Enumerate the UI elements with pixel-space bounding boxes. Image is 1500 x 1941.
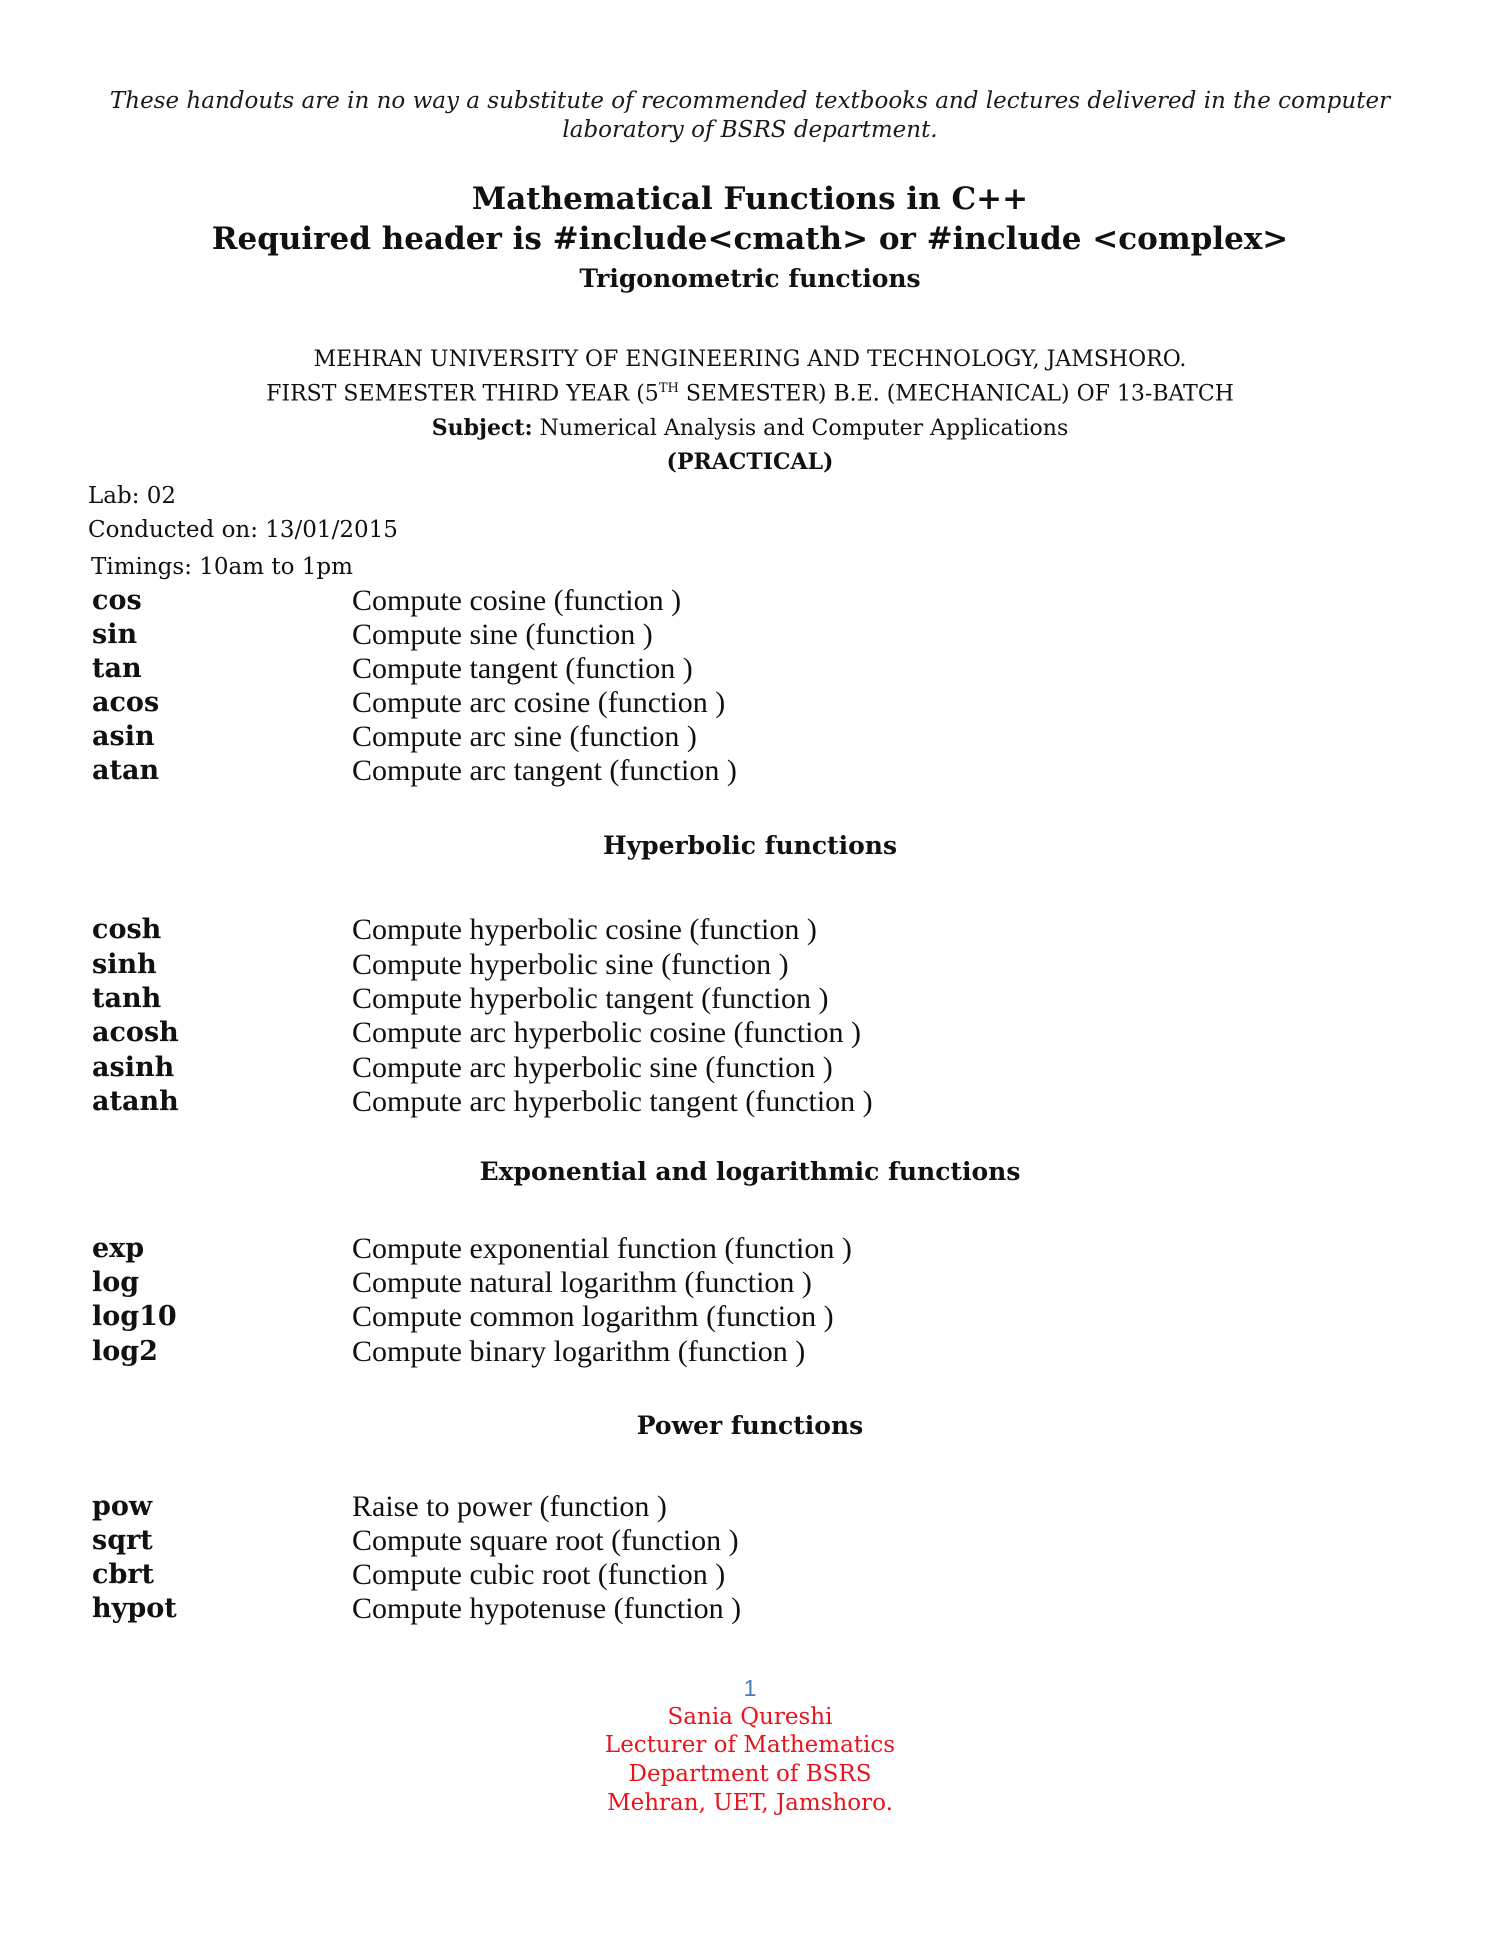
- author-department: Department of BSRS: [628, 1761, 872, 1787]
- function-description: Compute arc hyperbolic sine (function ): [352, 1051, 833, 1084]
- function-name: tan: [92, 653, 142, 684]
- function-description: Compute common logarithm (function ): [352, 1300, 834, 1333]
- function-name: sqrt: [92, 1525, 153, 1556]
- semester-text: FIRST SEMESTER THIRD YEAR (5: [266, 381, 659, 407]
- lab-number: Lab: 02: [88, 483, 177, 509]
- function-name: cosh: [92, 914, 162, 945]
- section-heading-hyperbolic: Hyperbolic functions: [602, 831, 898, 860]
- author-name: Sania Qureshi: [667, 1704, 833, 1730]
- function-description: Compute hypotenuse (function ): [352, 1592, 742, 1625]
- semester-line: [0, 381, 1500, 406]
- function-name: asinh: [92, 1052, 175, 1083]
- subject-label: Subject:: [431, 415, 533, 441]
- function-description: Raise to power (function ): [352, 1490, 667, 1523]
- function-description: Compute cubic root (function ): [352, 1558, 726, 1591]
- function-name: sinh: [92, 949, 157, 980]
- function-description: Compute arc tangent (function ): [352, 754, 737, 787]
- function-name: acosh: [92, 1017, 179, 1048]
- function-description: Compute arc cosine (function ): [352, 686, 726, 719]
- function-description: Compute cosine (function ): [352, 584, 682, 617]
- subject-line: [0, 415, 1500, 441]
- function-name: atan: [92, 755, 160, 786]
- function-name: cbrt: [92, 1559, 155, 1590]
- document-title: Mathematical Functions in C++: [471, 181, 1029, 217]
- page-number: 1: [743, 1675, 757, 1701]
- function-name: sin: [92, 619, 138, 650]
- function-description: Compute tangent (function ): [352, 652, 693, 685]
- function-name: hypot: [92, 1593, 177, 1624]
- function-name: acos: [92, 687, 160, 718]
- function-name: asin: [92, 721, 155, 752]
- practical-label: (PRACTICAL): [666, 449, 834, 475]
- function-description: Compute arc sine (function ): [352, 720, 697, 753]
- function-description: Compute arc hyperbolic cosine (function ): [352, 1016, 862, 1049]
- function-description: Compute exponential function (function ): [352, 1232, 852, 1265]
- disclaimer-line-2: laboratory of BSRS department.: [562, 117, 938, 143]
- function-name: log: [92, 1267, 140, 1298]
- disclaimer-line-1: These handouts are in no way a substitute of recommended textbooks and lectures delivered in the computer: [109, 88, 1391, 114]
- function-name: tanh: [92, 983, 162, 1014]
- conducted-date: Conducted on: 13/01/2015: [88, 517, 398, 543]
- author-location: Mehran, UET, Jamshoro.: [607, 1790, 893, 1816]
- section-heading-power: Power functions: [636, 1411, 864, 1440]
- function-description: Compute square root (function ): [352, 1524, 739, 1557]
- function-description: Compute arc hyperbolic tangent (function ): [352, 1085, 873, 1118]
- header-requirement: Required header is #include<cmath> or #include <complex>: [211, 221, 1289, 257]
- timings: Timings: 10am to 1pm: [91, 554, 353, 580]
- function-name: exp: [92, 1233, 145, 1264]
- function-name: atanh: [92, 1086, 179, 1117]
- function-name: pow: [92, 1491, 153, 1522]
- function-description: Compute natural logarithm (function ): [352, 1266, 812, 1299]
- function-description: Compute hyperbolic tangent (function ): [352, 982, 829, 1015]
- institution-name: MEHRAN UNIVERSITY OF ENGINEERING AND TECHNOLOGY, JAMSHORO.: [313, 347, 1187, 372]
- function-name: cos: [92, 585, 142, 616]
- function-description: Compute hyperbolic sine (function ): [352, 948, 789, 981]
- function-description: Compute binary logarithm (function ): [352, 1335, 806, 1368]
- section-heading-exponential: Exponential and logarithmic functions: [479, 1157, 1021, 1186]
- semester-text-rest: SEMESTER) B.E. (MECHANICAL) OF 13-BATCH: [678, 381, 1234, 407]
- subject-value: Numerical Analysis and Computer Applications: [532, 416, 1069, 441]
- function-description: Compute sine (function ): [352, 618, 653, 651]
- function-description: Compute hyperbolic cosine (function ): [352, 913, 817, 946]
- semester-superscript: TH: [658, 381, 679, 396]
- author-position: Lecturer of Mathematics: [604, 1732, 896, 1758]
- section-heading-trigonometric: Trigonometric functions: [579, 264, 921, 293]
- function-name: log10: [92, 1301, 177, 1332]
- function-name: log2: [92, 1336, 158, 1367]
